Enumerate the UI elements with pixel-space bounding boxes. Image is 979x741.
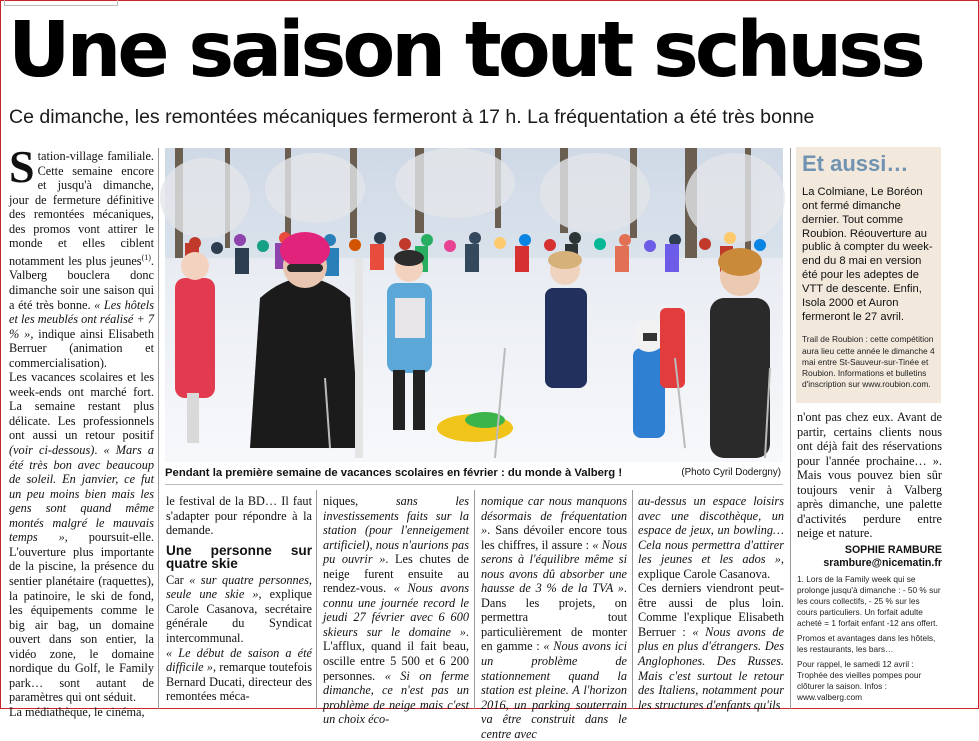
paragraph-3 xyxy=(166,646,312,704)
paragraph-3: La médiathèque, le cinéma, xyxy=(9,704,145,719)
quote: n'ont pas chez eux. Avant de partir, certains clients nous ont déjà fait des réservations pour l'année prochaine… » xyxy=(797,410,942,468)
paragraph-1 xyxy=(797,410,942,541)
article-column-3 xyxy=(323,494,469,727)
column-rule xyxy=(790,148,791,709)
caption-rule xyxy=(165,484,783,485)
quote: « Les hôtels et les meublés ont réalisé + 7 % » xyxy=(9,297,154,341)
quote: « Si on ferme dimanche, ce n'est pas un problème de neige mais c'est un choix éco- xyxy=(323,668,469,727)
article-column-5 xyxy=(638,494,785,712)
footnote-1: 1. Lors de la Family week qui se prolonge jusqu'à dimanche : - 50 % sur les cours collectifs, - 25 % sur les cours particuliers. Un forfait adulte acheté = 1 forfait enfant -12 ans offert. xyxy=(797,573,941,628)
text: , indique ainsi Elisabeth Berruer (animation et commercialisation). xyxy=(9,326,154,370)
quote: « Nous serons à l'équilibre même si nous avons dû absorber une hausse de 3 % de la TVA » xyxy=(481,537,628,596)
quote: nomique car nous manquons désormais de fréquentation » xyxy=(481,494,627,538)
text: Les vacances scolaires et les week-ends ont marché fort. La semaine restant plus délicate. Les professionnels ont aussi un retour positif xyxy=(9,370,154,443)
text: . Les chutes de neige furent ensuite au rendez-vous. xyxy=(323,552,469,596)
paragraph-1: le festival de la BD… Il faut s'adapter pour répondre à la demande. xyxy=(166,494,312,538)
quote: « Le début de saison a été difficile » xyxy=(166,645,312,675)
caption-text: Pendant la première semaine de vacances scolaires en février : du monde à Valberg ! xyxy=(165,467,623,479)
drop-cap: S xyxy=(9,141,35,192)
sidebar-title: Et aussi… xyxy=(802,151,909,176)
author-email: srambure@nicematin.fr xyxy=(823,556,942,569)
ski-crowd-photo xyxy=(165,148,783,462)
headline: Une saison tout schuss xyxy=(8,6,922,95)
quote: « Mars a été très bon avec beaucoup de soleil. En janvier, ce fut un peu moins bien mais les gens sont quand même montés malgré le mauvais temps » xyxy=(9,443,154,545)
paragraph-2 xyxy=(9,370,154,705)
footnote-3: Pour rappel, le samedi 12 avril : Trophée des vieilles pompes pour clôturer la saison. Infos : www.valberg.com xyxy=(797,658,922,702)
text: tation-village familiale. Cette semaine encore et jusqu'à dimanche, jour de fermeture définitive des remontées mécaniques, des promos vont attirer le monde et elles ciblent notamment les plus jeunes xyxy=(9,149,154,268)
text: . L'afflux, quand il fait beau, oscille entre 5 500 et 6 200 personnes. xyxy=(323,624,469,683)
text: . Dans les projets, on permettra tout particulièrement de monter en gamme : xyxy=(481,581,627,654)
paragraph-1 xyxy=(638,494,784,581)
text: (voir ci-dessous) xyxy=(9,443,95,458)
text: , explique Carole Casanova. xyxy=(638,552,784,581)
photo-credit: (Photo Cyril Dodergny) xyxy=(681,467,781,478)
paragraph-1 xyxy=(481,494,627,741)
column-rule xyxy=(316,490,317,709)
quote: au-dessus un espace loisirs avec une discothèque, un espace de jeux, un bowling… Cela nous permettra d'attirer les jeunes et les ados » xyxy=(638,494,784,567)
column-rule xyxy=(474,490,475,709)
text: , remarque toutefois Bernard Ducati, directeur des remontées méca- xyxy=(166,660,312,704)
quote: « Nous avons ici un problème de stationnement quand la station est pleine. A l'horizon 2016, un parking souterrain va être construit dans le centre avec xyxy=(481,639,627,741)
quote: « Nous avons de plus en plus d'étrangers. Des Anglophones. Des Russes. Mais c'est surtout le retour des Italiens, notamment pour les structures d'enfants qu'ils xyxy=(638,624,785,712)
paragraph-2 xyxy=(166,573,312,646)
text: , poursuit-elle. L'ouverture plus importante de la piscine, la présence du sentier planétaire (raquettes), la patinoire, le ski de fond, les équipements comme le big air bag, un domaine ouvert dans son entier, la vidéo zone, le domaine nordique du Golf, le Family park… sont autant de paramètres qui ont séduit. xyxy=(9,530,154,705)
sidebar-box xyxy=(796,147,941,403)
article-photo xyxy=(165,148,783,462)
paragraph-1 xyxy=(323,494,469,727)
quote: « Nous avons connu une journée record le jeudi 27 février avec 6 600 skieurs sur le domaine » xyxy=(323,581,469,639)
column-rule xyxy=(158,148,159,709)
article-column-6 xyxy=(797,410,942,703)
text: . xyxy=(94,443,98,458)
sidebar-body: La Colmiane, Le Boréon ont fermé dimanche dernier. Tout comme Roubion. Réouverture au public à compter du week-end du 8 mai en version été pour les adeptes de VTT de descente. Enfin, Isola 2000 et Auron fermeront le 27 avril. xyxy=(802,186,933,323)
column-rule xyxy=(632,490,633,709)
quote: sans les investissements faits sur la station (pour l'enneigement artificiel), nous n'aurions pas pu ouvrir » xyxy=(323,494,469,567)
text: . Mais vous pouvez bien sûr toujours venir à Valberg après dimanche, une palette d'activités perdure entre neige et nature. xyxy=(797,453,942,541)
text: , explique Carole Casanova, secrétaire générale du Syndicat intercommunal. xyxy=(166,587,312,646)
article-column-4 xyxy=(481,494,628,741)
sidebar-small-print: Trail de Roubion : cette compétition aura lieu cette année le dimanche 4 mai entre St-Sauveur-sur-Tinée et Roubion. Informations et bulletins d'inscription sur www.roubion.com. xyxy=(802,334,935,390)
author-name: SOPHIE RAMBURE xyxy=(844,543,942,556)
photo-caption xyxy=(165,464,783,482)
paragraph-1 xyxy=(9,141,154,370)
text: Ces derniers viendront peut-être aussi de plus loin. Comme l'explique Elisabeth Berruer : xyxy=(638,581,784,639)
subtitle: Ce dimanche, les remontées mécaniques fermeront à 17 h. La fréquentation a été très bonne xyxy=(9,106,815,128)
text: . Valberg bouclera donc dimanche soir une saison qui a été très bonne. xyxy=(9,253,154,312)
text: . Sans dévoiler encore tous les chiffres, il assure : xyxy=(481,523,627,552)
section-subhead: Une personne sur quatre skie xyxy=(166,542,312,572)
article-column-1 xyxy=(9,141,154,719)
quote: « sur quatre personnes, seule une skie » xyxy=(166,572,312,602)
footnote-2: Promos et avantages dans les hôtels, les restaurants, les bars… xyxy=(797,632,936,654)
text: Car xyxy=(166,572,184,587)
article-column-2 xyxy=(166,494,312,709)
text: niques, xyxy=(323,494,359,508)
paragraph-2 xyxy=(638,581,784,712)
note-ref: (1) xyxy=(141,252,151,262)
